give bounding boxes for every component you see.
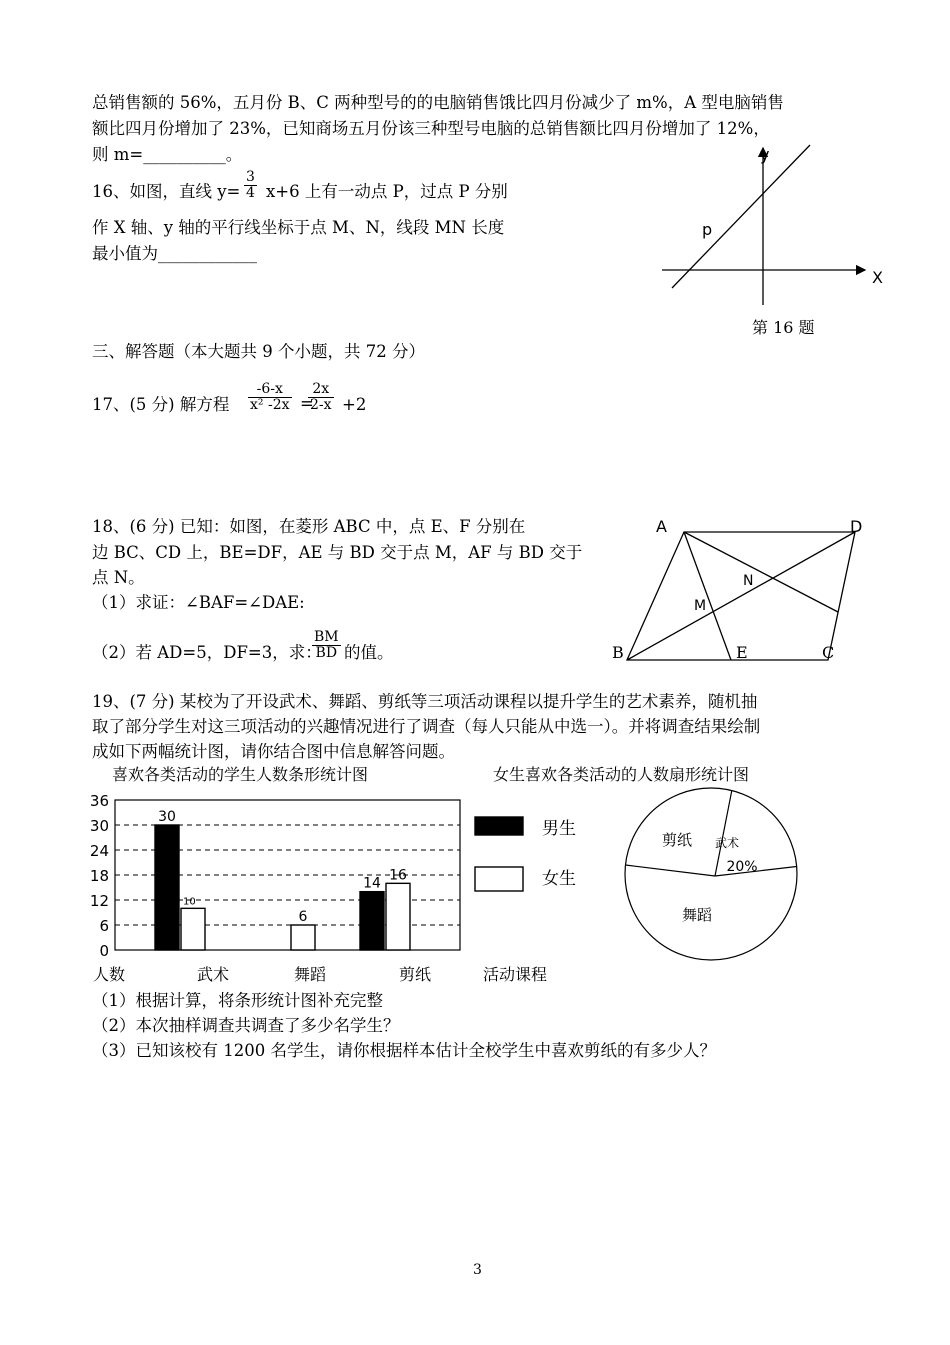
q18-line1: 18、(6 分) 已知：如图，在菱形 ABC 中，点 E、F 分别在	[92, 517, 526, 536]
bar-ytick-label: 6	[99, 917, 109, 935]
bar-ytick-label: 30	[89, 817, 109, 835]
q19-line2: 取了部分学生对这三项活动的兴趣情况进行了调查（每人只能从中选一）。并将调查结果绘制	[92, 717, 761, 736]
q16-suffix: x+6 上有一动点 P，过点 P 分别	[266, 182, 508, 201]
bar-xtick-舞蹈: 舞蹈	[293, 965, 327, 984]
bar-value-label: 6	[298, 909, 308, 925]
bar-女生-剪纸	[386, 883, 410, 950]
pie-slice-label-剪纸: 剪纸	[661, 831, 693, 849]
q15-line3: 则 m=__________。	[92, 145, 243, 164]
pie-chart-title: 女生喜欢各类活动的人数扇形统计图	[493, 765, 750, 784]
q18-fraction	[312, 630, 341, 662]
q17-suffix: +2	[342, 395, 367, 414]
q18-frac-den: BD	[315, 645, 338, 662]
q16-frac-den: 4	[246, 185, 255, 202]
q17-prefix: 17、(5 分) 解方程	[92, 395, 230, 414]
legend-label-男生: 男生	[542, 819, 576, 839]
q19-charts	[85, 762, 825, 994]
q19-part2: （2）本次抽样调查共调查了多少名学生？	[92, 1016, 400, 1035]
q16-line3: 最小值为____________	[92, 244, 257, 263]
q18-label-m: M	[694, 598, 707, 614]
q16-line	[672, 145, 810, 288]
q18-segment-af	[684, 532, 838, 612]
q18-part2-suffix: 的值。	[344, 643, 394, 662]
bar-chart-ylabel: 人数	[93, 965, 126, 984]
q18-label-b: B	[612, 643, 624, 662]
q16-line2: 作 X 轴、y 轴的平行线坐标于点 M、N，线段 MN 长度	[92, 218, 505, 237]
q18-label-n: N	[743, 573, 754, 589]
legend-swatch-女生	[475, 867, 523, 891]
q18-part1: （1）求证：∠BAF=∠DAE:	[92, 593, 305, 612]
pie-slice-label-武术: 武术	[714, 836, 740, 850]
q16-prefix: 16、如图，直线 y=	[92, 182, 241, 201]
q15-line2: 额比四月份增加了 23%，已知商场五月份该三种型号电脑的总销售额比四月份增加了 12%，	[92, 119, 770, 138]
q18-line2: 边 BC、CD 上，BE=DF，AE 与 BD 交于点 M，AF 与 BD 交于	[92, 543, 583, 562]
q18-frac-num: BM	[314, 629, 339, 645]
bar-女生-舞蹈	[291, 925, 315, 950]
q18-diagonal-bd	[627, 532, 855, 660]
q18-label-a: A	[656, 517, 667, 536]
pie-circle	[625, 788, 797, 960]
q19-line3: 成如下两幅统计图，请你结合图中信息解答问题。	[92, 742, 455, 761]
q19-part3: （3）已知该校有 1200 名学生，请你根据样本估计全校学生中喜欢剪纸的有多少人？	[92, 1041, 716, 1060]
q17-frac1-num: -6-x	[248, 382, 292, 398]
q17-equals: =	[300, 394, 314, 413]
pie-slice-label-舞蹈: 舞蹈	[681, 906, 713, 924]
q18-segment-ae	[684, 532, 731, 660]
q16-caption: 第 16 题	[752, 318, 815, 337]
q19-line1: 19、(7 分) 某校为了开设武术、舞蹈、剪纸等三项活动课程以提升学生的艺术素养，随机抽	[92, 692, 758, 711]
bar-value-label: 30	[158, 809, 176, 825]
q17-fraction1	[248, 382, 292, 414]
bar-男生-剪纸	[360, 892, 384, 950]
bar-xtick-剪纸: 剪纸	[398, 965, 432, 984]
legend-swatch-男生	[475, 817, 523, 835]
pie-slice-value: 20%	[726, 859, 758, 875]
bar-value-label: 10	[183, 896, 196, 908]
q18-label-d: D	[850, 517, 863, 536]
bar-chart-xlabel: 活动课程	[483, 965, 548, 984]
bar-女生-武术	[181, 908, 205, 950]
q16-p-label: p	[702, 220, 713, 239]
q16-figure	[650, 140, 900, 350]
q17-frac2-den: 2-x	[310, 397, 332, 414]
bar-ytick-label: 24	[89, 842, 109, 860]
q18-part2-prefix: （2）若 AD=5，DF=3，求：	[92, 643, 322, 662]
q18-label-e: E	[736, 643, 748, 662]
bar-chart-title: 喜欢各类活动的学生人数条形统计图	[112, 765, 369, 784]
q17-frac1-den: x² -2x	[250, 397, 290, 414]
bar-value-label: 14	[363, 875, 381, 892]
section3-title: 三、解答题（本大题共 9 个小题，共 72 分）	[92, 342, 425, 361]
q16-y-label: y	[760, 145, 770, 164]
q17-fraction2	[308, 382, 334, 414]
q18-label-c: C	[822, 643, 835, 662]
q17-frac2-num: 2x	[308, 382, 334, 398]
q15-line1: 总销售额的 56%，五月份 B、C 两种型号的的电脑销售饿比四月份减少了 m%，A 型电脑销售	[92, 93, 784, 112]
q18-rhombus-figure	[600, 510, 880, 670]
q16-x-label: X	[872, 268, 883, 287]
bar-ytick-label: 12	[89, 892, 109, 910]
bar-xtick-武术: 武术	[196, 965, 230, 984]
pie-divider-left	[625, 865, 715, 876]
page-number: 3	[473, 1262, 482, 1278]
bar-ytick-label: 18	[89, 867, 109, 885]
bar-ytick-label: 0	[99, 942, 109, 960]
q16-frac-num: 3	[246, 169, 255, 185]
q16-fraction	[244, 170, 257, 202]
legend-label-女生: 女生	[542, 869, 576, 889]
bar-ytick-label: 36	[89, 792, 109, 810]
q19-part1: （1）根据计算，将条形统计图补充完整	[92, 991, 383, 1010]
bar-value-label: 16	[389, 867, 407, 884]
q18-line3: 点 N。	[92, 568, 145, 587]
bar-男生-武术	[155, 825, 179, 950]
